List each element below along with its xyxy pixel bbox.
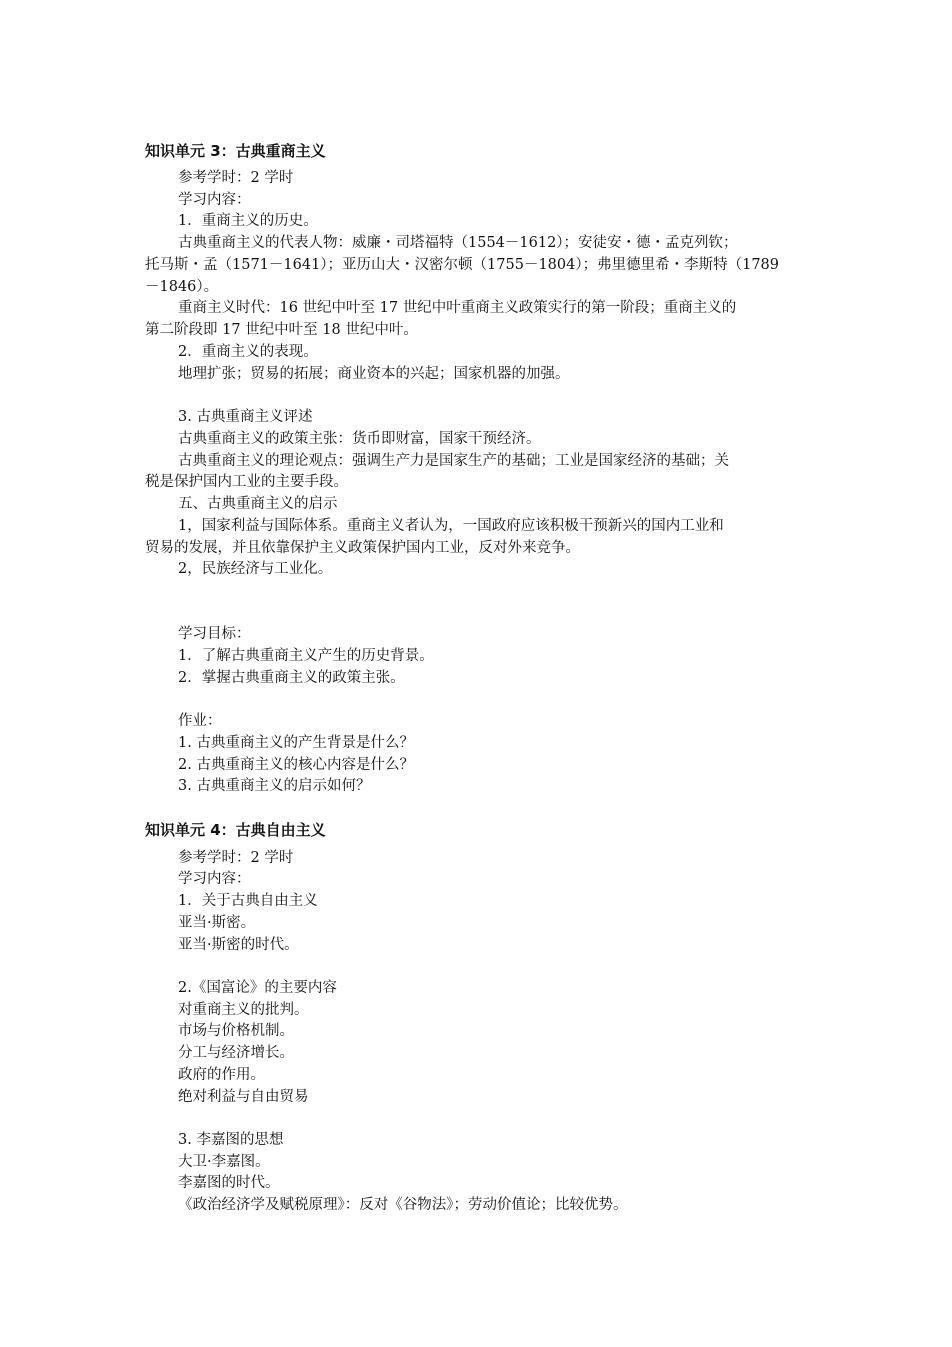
unit3-homework1: 1. 古典重商主义的产生背景是什么？ bbox=[178, 735, 414, 751]
unit3-section3-title: 3. 古典重商主义评述 bbox=[178, 409, 313, 425]
unit4-item-critique: 对重商主义的批判。 bbox=[178, 1002, 309, 1018]
unit4-item-government: 政府的作用。 bbox=[178, 1067, 265, 1083]
unit3-goal2: 2．掌握古典重商主义的政策主张。 bbox=[178, 670, 405, 686]
unit3-theory-line2: 税是保护国内工业的主要手段。 bbox=[145, 474, 348, 490]
unit3-hours: 参考学时：2 学时 bbox=[178, 170, 294, 186]
unit3-era-line1: 重商主义时代：16 世纪中叶至 17 世纪中叶重商主义政策实行的第一阶段；重商主义的 bbox=[178, 300, 737, 316]
unit3-homework-label: 作业： bbox=[178, 713, 222, 729]
unit4-smith: 亚当·斯密。 bbox=[178, 915, 256, 931]
unit4-smith-era: 亚当·斯密的时代。 bbox=[178, 937, 299, 953]
unit3-insight1-line1: 1，国家利益与国际体系。重商主义者认为，一国政府应该积极干预新兴的国内工业和 bbox=[178, 518, 724, 534]
unit3-policy: 古典重商主义的政策主张：货币即财富，国家干预经济。 bbox=[178, 431, 541, 447]
unit3-insight1-line2: 贸易的发展，并且依靠保护主义政策保护国内工业，反对外来竞争。 bbox=[145, 540, 580, 556]
unit3-content-label: 学习内容： bbox=[178, 192, 251, 208]
unit3-homework3: 3. 古典重商主义的启示如何？ bbox=[178, 778, 371, 794]
unit4-item-market: 市场与价格机制。 bbox=[178, 1023, 294, 1039]
unit3-representatives-line1: 古典重商主义的代表人物：威廉・司塔福特（1554－1612）；安徒安・德・孟克列钦； bbox=[178, 235, 738, 251]
unit4-ricardo-works: 《政治经济学及赋税原理》：反对《谷物法》；劳动价值论；比较优势。 bbox=[178, 1197, 628, 1213]
unit3-representatives-line3: －1846）。 bbox=[145, 279, 219, 295]
unit3-heading: 知识单元 3：古典重商主义 bbox=[145, 142, 326, 160]
unit3-section2-body: 地理扩张；贸易的拓展；商业资本的兴起；国家机器的加强。 bbox=[178, 366, 570, 382]
unit3-section1-title: 1．重商主义的历史。 bbox=[178, 213, 318, 229]
unit4-hours: 参考学时：2 学时 bbox=[178, 850, 294, 866]
unit4-section1-title: 1．关于古典自由主义 bbox=[178, 893, 318, 909]
unit4-content-label: 学习内容： bbox=[178, 871, 251, 887]
unit4-heading: 知识单元 4：古典自由主义 bbox=[145, 821, 326, 839]
unit3-theory-line1: 古典重商主义的理论观点：强调生产力是国家生产的基础；工业是国家经济的基础；关 bbox=[178, 453, 729, 469]
unit3-insight2: 2，民族经济与工业化。 bbox=[178, 561, 333, 577]
unit4-item-trade: 绝对利益与自由贸易 bbox=[178, 1089, 309, 1105]
unit4-item-division: 分工与经济增长。 bbox=[178, 1045, 294, 1061]
unit3-section5-title: 五、古典重商主义的启示 bbox=[178, 496, 338, 512]
unit3-representatives-line2: 托马斯・孟（1571－1641）；亚历山大・汉密尔顿（1755－1804）；弗里德里希・李斯特（1789 bbox=[145, 257, 780, 273]
unit3-homework2: 2. 古典重商主义的核心内容是什么？ bbox=[178, 757, 414, 773]
unit3-goal1: 1．了解古典重商主义产生的历史背景。 bbox=[178, 648, 434, 664]
unit4-section2-title: 2.《国富论》的主要内容 bbox=[178, 980, 337, 996]
unit3-era-line2: 第二阶段即 17 世纪中叶至 18 世纪中叶。 bbox=[145, 322, 418, 338]
unit4-ricardo: 大卫·李嘉图。 bbox=[178, 1154, 270, 1170]
unit3-section2-title: 2．重商主义的表现。 bbox=[178, 344, 318, 360]
unit3-goals-label: 学习目标： bbox=[178, 626, 251, 642]
unit4-ricardo-era: 李嘉图的时代。 bbox=[178, 1175, 280, 1191]
unit4-section3-title: 3. 李嘉图的思想 bbox=[178, 1132, 284, 1148]
